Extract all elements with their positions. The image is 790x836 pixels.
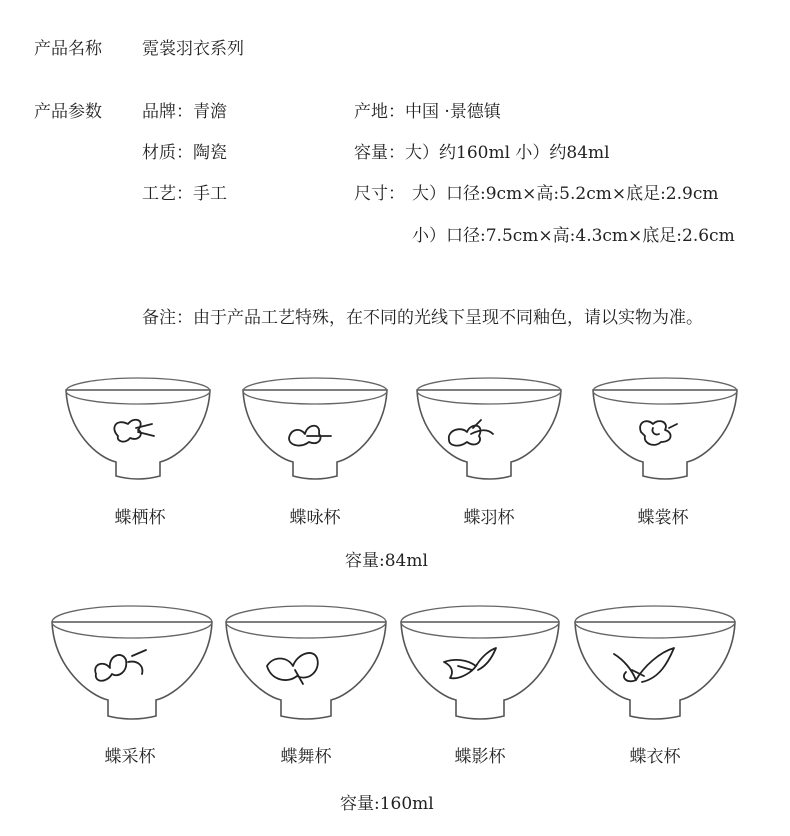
small-cup-1 [58, 372, 218, 482]
large-capacity-text: 容量:160ml [340, 794, 434, 814]
material-text: 材质：陶瓷 [142, 143, 227, 163]
note-text: 备注：由于产品工艺特殊，在不同的光线下呈现不同釉色，请以实物为准。 [142, 308, 703, 328]
product-params-label: 产品参数 [34, 102, 102, 122]
small-capacity-text: 容量:84ml [345, 551, 428, 571]
brand-text: 品牌：青澹 [142, 102, 227, 122]
large-cup-4 [570, 600, 740, 722]
product-name-value: 霓裳羽衣系列 [142, 39, 244, 59]
cup-label-1: 蝶栖杯 [114, 508, 166, 528]
large-cup-3 [396, 600, 564, 722]
large-cup-1 [46, 600, 218, 722]
cup-label-5: 蝶采杯 [104, 747, 156, 767]
small-cup-3 [409, 372, 569, 482]
small-cup-2 [235, 372, 395, 482]
cup-label-3: 蝶羽杯 [463, 508, 515, 528]
craft-text: 工艺：手工 [142, 184, 227, 204]
capacity-text: 容量：大）约160ml 小）约84ml [354, 143, 610, 163]
origin-text: 产地：中国 ·景德镇 [354, 102, 501, 122]
product-name-label: 产品名称 [34, 39, 102, 59]
cup-label-6: 蝶舞杯 [280, 747, 332, 767]
size-large-text: 大）口径:9cm×高:5.2cm×底足:2.9cm [412, 184, 719, 204]
cup-label-4: 蝶裳杯 [637, 508, 689, 528]
small-cup-4 [585, 372, 745, 482]
size-label: 尺寸： [354, 184, 405, 204]
cup-label-7: 蝶影杯 [454, 747, 506, 767]
size-small-text: 小）口径:7.5cm×高:4.3cm×底足:2.6cm [412, 226, 735, 246]
cup-label-8: 蝶衣杯 [629, 747, 681, 767]
cup-label-2: 蝶咏杯 [289, 508, 341, 528]
large-cup-2 [221, 600, 391, 722]
